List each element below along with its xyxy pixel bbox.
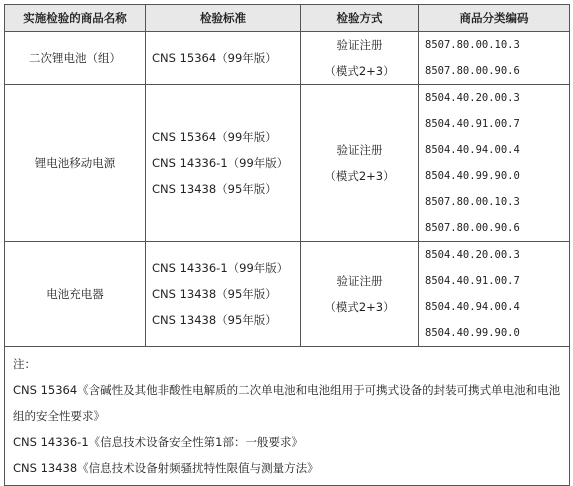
code-item: 8504.40.91.00.7 xyxy=(425,275,520,287)
standard-item: CNS 13438（95年版） xyxy=(152,287,277,301)
table-row xyxy=(5,242,570,347)
header-row xyxy=(5,5,570,32)
standard-item: CNS 15364（99年版） xyxy=(152,51,277,65)
code-item: 8504.40.20.00.3 xyxy=(425,92,520,104)
standard-item: CNS 14336-1（99年版） xyxy=(152,261,289,275)
standard-list xyxy=(146,85,301,242)
table-row xyxy=(5,85,570,242)
code-list xyxy=(419,32,570,85)
method-cell xyxy=(301,32,419,85)
standard-list xyxy=(146,32,301,85)
method-cell xyxy=(301,242,419,347)
header-product-name: 实施检验的商品名称 xyxy=(5,5,146,32)
code-item: 8504.40.20.00.3 xyxy=(425,249,520,261)
note-line: CNS 13438《信息技术设备射频骚扰特性限值与测量方法》 xyxy=(13,461,319,475)
notes-title: 注： xyxy=(13,357,36,371)
inspection-table xyxy=(4,4,570,486)
product-name: 二次锂电池（组） xyxy=(5,32,146,85)
method-text: 验证注册 xyxy=(336,143,383,157)
code-list xyxy=(419,85,570,242)
code-item: 8504.40.99.90.0 xyxy=(425,327,520,339)
standard-list xyxy=(146,242,301,347)
code-item: 8507.80.00.90.6 xyxy=(425,222,520,234)
standard-item: CNS 15364（99年版） xyxy=(152,130,277,144)
method-text: 验证注册 xyxy=(336,274,383,288)
method-text: 验证注册 xyxy=(336,38,383,52)
code-item: 8504.40.94.00.4 xyxy=(425,144,520,156)
product-name: 电池充电器 xyxy=(5,242,146,347)
header-standard: 检验标准 xyxy=(146,5,301,32)
code-list xyxy=(419,242,570,347)
note-line: CNS 14336-1《信息技术设备安全性第1部：一般要求》 xyxy=(13,435,303,449)
method-mode: （模式2+3） xyxy=(324,169,395,183)
code-item: 8507.80.00.90.6 xyxy=(425,65,520,77)
standard-item: CNS 13438（95年版） xyxy=(152,313,277,327)
method-mode: （模式2+3） xyxy=(324,300,395,314)
standard-item: CNS 14336-1（99年版） xyxy=(152,156,289,170)
notes-cell xyxy=(5,347,570,486)
header-method: 检验方式 xyxy=(301,5,419,32)
header-codes: 商品分类编码 xyxy=(419,5,570,32)
standard-item: CNS 13438（95年版） xyxy=(152,182,277,196)
code-item: 8507.80.00.10.3 xyxy=(425,39,520,51)
code-item: 8504.40.94.00.4 xyxy=(425,301,520,313)
method-mode: （模式2+3） xyxy=(324,64,395,78)
note-line: CNS 15364《含碱性及其他非酸性电解质的二次单电池和电池组用于可携式设备的封装可携式单电池和电池组的安全性要求》 xyxy=(13,383,561,423)
table-row xyxy=(5,32,570,85)
code-item: 8504.40.99.90.0 xyxy=(425,170,520,182)
product-name: 锂电池移动电源 xyxy=(5,85,146,242)
notes-row xyxy=(5,347,570,486)
code-item: 8507.80.00.10.3 xyxy=(425,196,520,208)
code-item: 8504.40.91.00.7 xyxy=(425,118,520,130)
method-cell xyxy=(301,85,419,242)
